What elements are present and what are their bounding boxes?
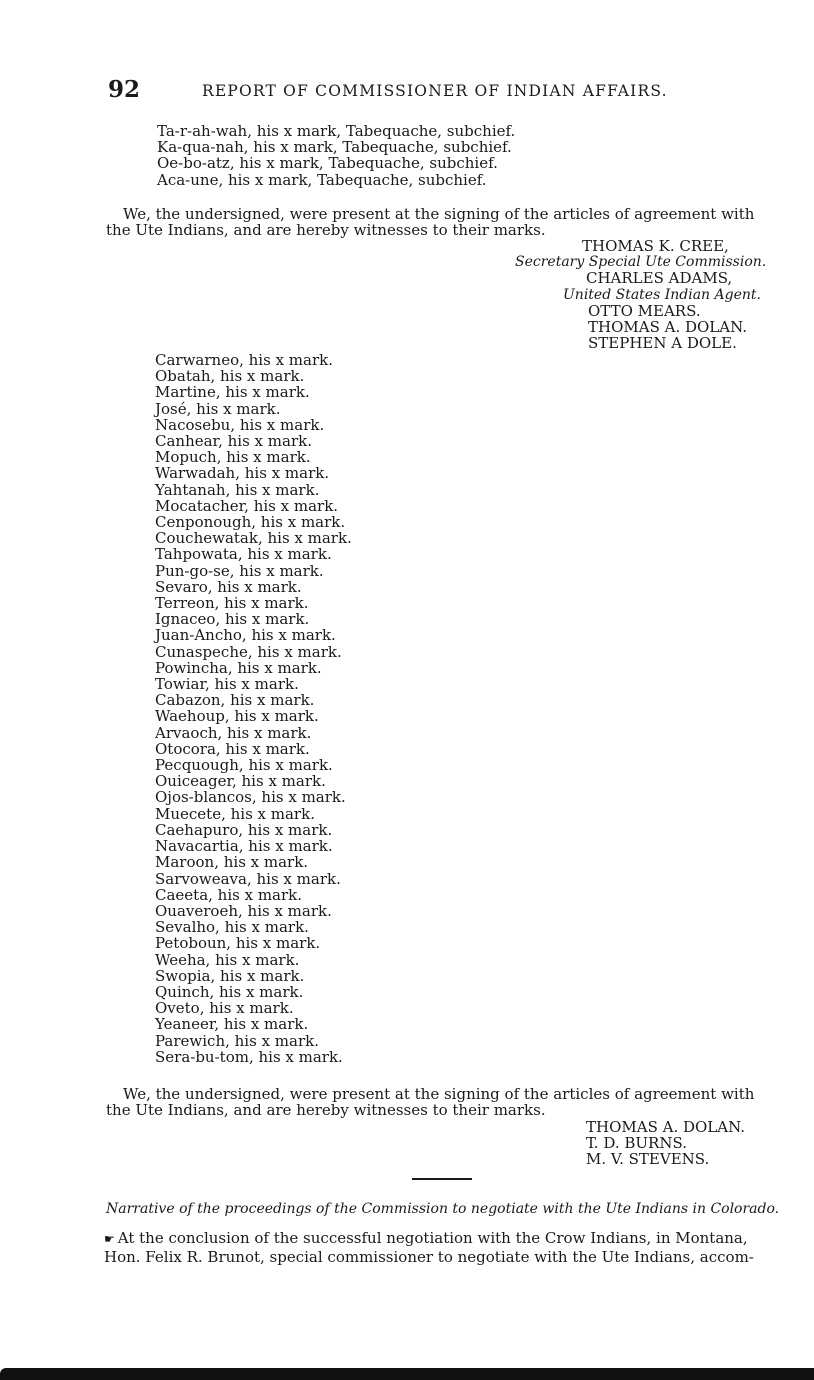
signer-entry: Terreon, his x mark. (155, 594, 309, 613)
witness-signatures-1 (514, 238, 766, 351)
signer-entry: Tahpowata, his x mark. (155, 545, 332, 564)
witness-statement-1 (106, 206, 782, 238)
signer-entry: Juan-Ancho, his x mark. (155, 626, 336, 645)
signer-entry: Cabazon, his x mark. (155, 691, 315, 710)
scan-edge (0, 1368, 814, 1380)
signer-entry: Arvaoch, his x mark. (155, 723, 312, 742)
running-title: REPORT OF COMMISSIONER OF INDIAN AFFAIRS. (202, 82, 668, 100)
signer-entry: Towiar, his x mark. (155, 675, 299, 694)
subchief-entry: Ta-r-ah-wah, his x mark, Tabequache, subchief. (157, 122, 516, 140)
narrative-line-1 (104, 1229, 782, 1248)
signer-entry: Carwarneo, his x mark. (155, 351, 333, 369)
witness-statement-2-line-2: the Ute Indians, and are hereby witnesses to their marks. (106, 1101, 546, 1120)
signer-entry: Nacosebu, his x mark. (155, 415, 325, 434)
signer-entry: Ouiceager, his x mark. (155, 772, 326, 791)
witness-name: M. V. STEVENS. (586, 1150, 710, 1169)
signer-entry: Ouaveroeh, his x mark. (155, 901, 332, 920)
signer-entry: Sevalho, his x mark. (155, 918, 309, 937)
signer-entry: Mocatacher, his x mark. (155, 496, 339, 515)
signer-entry: Cunaspeche, his x mark. (155, 642, 342, 661)
signer-entry: Sevaro, his x mark. (155, 577, 302, 596)
signer-entry: Couchewatak, his x mark. (155, 529, 352, 548)
witness-name: OTTO MEARS. (588, 301, 701, 320)
signer-entry: Muecete, his x mark. (155, 804, 315, 823)
signer-entry: Mopuch, his x mark. (155, 448, 311, 467)
pointing-hand-icon: ☛ (104, 1232, 115, 1246)
witness-name: THOMAS A. DOLAN. (586, 1118, 746, 1136)
narrative-paragraph (104, 1229, 782, 1266)
signer-entry: Otocora, his x mark. (155, 739, 310, 758)
page-header (108, 76, 698, 104)
signer-entry: Weeha, his x mark. (155, 950, 300, 969)
witness-name: T. D. BURNS. (586, 1134, 687, 1153)
signer-entry: Sera-bu-tom, his x mark. (155, 1047, 343, 1066)
witness-name: CHARLES ADAMS, (586, 269, 733, 288)
page-number: 92 (108, 76, 141, 103)
signer-entry: Powincha, his x mark. (155, 658, 322, 677)
signer-entry: Cenponough, his x mark. (155, 513, 346, 532)
witness-title: United States Indian Agent. (563, 286, 761, 303)
subchief-entry: Oe-bo-atz, his x mark, Tabequache, subchief. (157, 154, 498, 173)
witness-signatures-2 (586, 1119, 745, 1168)
witness-statement-2 (106, 1086, 782, 1118)
signer-entry: Yahtanah, his x mark. (155, 480, 320, 499)
signer-entry: Swopia, his x mark. (155, 966, 305, 985)
signer-entry: Caehapuro, his x mark. (155, 820, 333, 839)
signer-entry: Ignaceo, his x mark. (155, 610, 310, 629)
witness-name: THOMAS A. DOLAN. (588, 318, 748, 337)
signer-entry: Sarvoweava, his x mark. (155, 869, 341, 888)
signer-entry: Pecquough, his x mark. (155, 756, 333, 775)
signer-entry: Oveto, his x mark. (155, 999, 294, 1018)
witness-title: Secretary Special Ute Commission. (515, 254, 767, 271)
signer-entry: Maroon, his x mark. (155, 853, 309, 872)
signer-entry: Navacartia, his x mark. (155, 837, 333, 856)
signer-entry: Quinch, his x mark. (155, 982, 304, 1001)
narrative-heading: Narrative of the proceedings of the Commission to negotiate with the Ute Indians in Colorado. (106, 1201, 780, 1217)
section-divider (412, 1178, 472, 1180)
witness-statement-1-line-2: the Ute Indians, and are hereby witnesses to their marks. (106, 221, 546, 240)
signer-entry: Parewich, his x mark. (155, 1031, 319, 1050)
signer-entry: Martine, his x mark. (155, 383, 310, 402)
signer-entry: Canhear, his x mark. (155, 432, 312, 451)
narrative-line-2: Hon. Felix R. Brunot, special commissioner to negotiate with the Ute Indians, accom- (104, 1248, 754, 1266)
witness-name: STEPHEN A DOLE. (588, 334, 737, 353)
signer-list (155, 352, 352, 1065)
signer-entry: Yeaneer, his x mark. (155, 1015, 309, 1034)
signer-entry: José, his x mark. (155, 399, 281, 418)
narrative-line-1-text: At the conclusion of the successful negotiation with the Crow Indians, in Montana, (117, 1229, 748, 1247)
signer-entry: Obatah, his x mark. (155, 367, 305, 386)
subchief-entry: Ka-qua-nah, his x mark, Tabequache, subchief. (157, 138, 512, 157)
signer-entry: Warwadah, his x mark. (155, 464, 330, 483)
witness-statement-2-line-1: We, the undersigned, were present at the signing of the articles of agreement with (123, 1085, 755, 1103)
signer-entry: Pun-go-se, his x mark. (155, 561, 324, 580)
signer-entry: Petoboun, his x mark. (155, 934, 321, 953)
subchief-list (157, 123, 515, 188)
subchief-entry: Aca-une, his x mark, Tabequache, subchief. (157, 170, 487, 189)
witness-statement-1-line-1: We, the undersigned, were present at the signing of the articles of agreement with (123, 205, 755, 223)
witness-name: THOMAS K. CREE, (582, 237, 729, 255)
signer-entry: Ojos-blancos, his x mark. (155, 788, 346, 807)
signer-entry: Waehoup, his x mark. (155, 707, 319, 726)
signer-entry: Caeeta, his x mark. (155, 885, 303, 904)
